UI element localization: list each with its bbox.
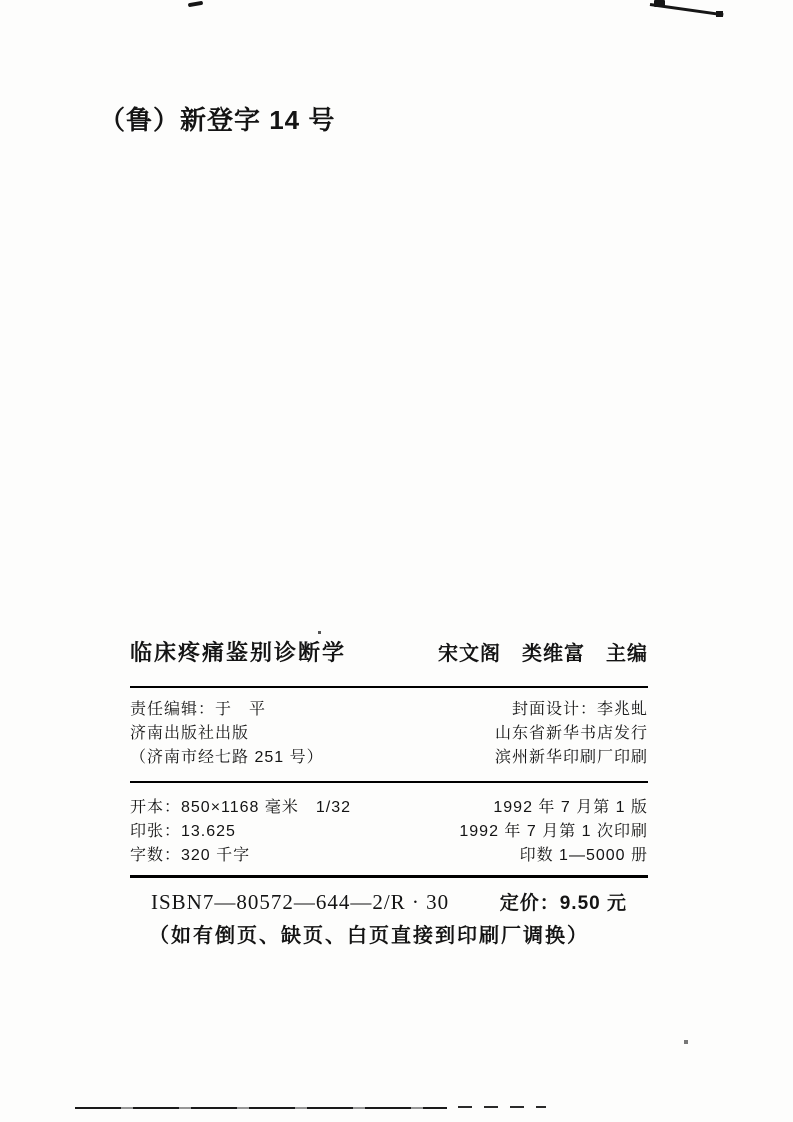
publisher: 济南出版社出版 [130,725,250,742]
printing-left-column [130,796,351,868]
printer: 滨州新华印刷厂印刷 [494,749,648,766]
print-run: 印数 1—5000 册 [519,847,648,864]
scan-artifact-corner-line [650,3,724,16]
printing-right-column [459,796,648,868]
printed-sheets: 印张：13.625 [130,823,236,840]
scan-artifact-bottom-dashes [458,1106,546,1108]
divider-top [130,686,648,688]
publishing-right-column [495,698,648,770]
divider-bottom [130,875,648,878]
divider-middle [130,781,648,783]
publishing-left-column [130,698,324,770]
cover-designer: 封面设计：李兆虬 [511,701,648,718]
printing-section [130,796,648,868]
distributor: 山东省新华书店发行 [494,725,648,742]
impression: 1992 年 7 月第 1 次印刷 [459,823,648,840]
word-count: 字数：320 千字 [130,847,251,864]
scan-artifact-top-smudge [188,1,203,8]
title-row [130,636,648,667]
scan-artifact-dot [684,1040,688,1044]
book-editors: 宋文阁 类维富 主编 [438,643,648,665]
isbn: ISBN7—80572—644—2/R · 30 [151,890,450,914]
registration-number: （鲁）新登字 14 号 [99,105,336,135]
book-title: 临床疼痛鉴别诊断学 [130,640,347,665]
exchange-note: （如有倒页、缺页、白页直接到印刷厂调换） [149,925,589,947]
publishing-section [130,698,648,770]
format-size: 开本：850×1168 毫米 1/32 [130,799,352,816]
publisher-address: （济南市经七路 251 号） [130,749,324,766]
scan-artifact-bottom-line [75,1107,447,1109]
responsible-editor: 责任编辑：于 平 [130,701,267,718]
edition: 1992 年 7 月第 1 版 [493,799,648,816]
scan-artifact-corner-tip [716,11,723,17]
scan-artifact-dot [318,631,321,634]
price: 定价：9.50 元 [499,893,627,914]
isbn-row [130,888,648,915]
